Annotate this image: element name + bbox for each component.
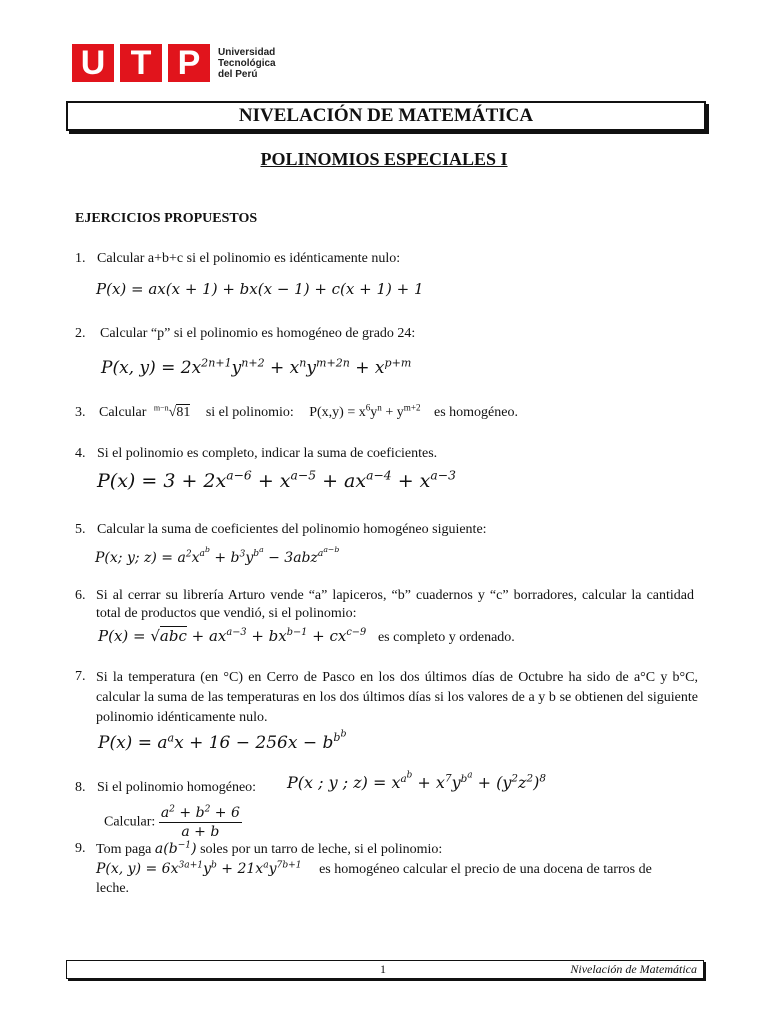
exercise-text: si el polinomio: (205, 405, 294, 420)
formula-7: $P(x) = a^ax + 16 - 256x - b^{b^b}$ (98, 728, 347, 753)
exercise-text: Calcular “p” si el polinomio es homogéneo de grado 24: (100, 326, 416, 341)
exercise-text: es homogéneo. (434, 405, 518, 420)
utp-logo (72, 44, 276, 82)
exercise-number: 3. (75, 405, 86, 420)
exercise-7-text: Si la temperatura (en °C) en Cerro de Pasco en los dos últimos días de Octubre ha sido de a°C y b°C, calcular la suma de las temperaturas en los dos últimos días si los valores de a y b se obtienen del siguiente polinomio idénticamente nulo. (96, 670, 698, 725)
exercise-6-number (75, 587, 86, 605)
section-title: EJERCICIOS PROPUESTOS (75, 211, 258, 226)
exercise-number: 2. (75, 326, 86, 341)
formula-5: P(x; y; $z) = a^2x^{a^b} + b^3y^{b^a} - 3abz^{a^{a-b}}$ (95, 545, 340, 566)
exercise-text: es homogéneo calcular el precio de una docena de tarros de (319, 862, 652, 877)
exercise-9-line-1: Tom paga $a(b^{-1})$ soles por un tarro de leche, si el polinomio: (96, 840, 443, 857)
exercise-5 (75, 521, 487, 539)
formula-8: P(x ; y ; $z) = x^{a^b} + x^7y^{b^a} + (y^2z^2)^8$ (287, 770, 546, 792)
logo-separator (162, 44, 168, 82)
exercise-number: 6. (75, 588, 86, 603)
logo-letter-p: P (177, 44, 201, 82)
page-footer (66, 960, 704, 979)
exercise-text: Calcular: (104, 814, 156, 830)
page-subtitle: POLINOMIOS ESPECIALES I (260, 149, 508, 169)
formula-9: P(x, $y) = 6x^{3a+1}y^b + 21x^ay^{7b+1}$ (96, 860, 302, 877)
exercise-3 (75, 404, 518, 422)
exercise-number: 8. (75, 780, 86, 795)
footer-title: Nivelación de Matemática (570, 962, 697, 976)
exercise-2 (75, 325, 415, 343)
logo-letter-u: U (80, 44, 106, 82)
formula-6: $P(x) = √abc + ax^{a-3} + bx^{b-1} + cx^{c-9}$ es completo y ordenado. (98, 627, 515, 645)
exercise-number: 4. (75, 446, 86, 461)
exercise-6-text: Si al cerrar su librería Arturo vende “a” lapiceros, “b” cuadernos y “c” borradores, calcular la cantidad total de productos que vendió, si el polinomio: (96, 588, 694, 621)
radical: $^{m-n}$√81 (153, 403, 191, 420)
exercise-4 (75, 445, 437, 463)
radicand: 81 (176, 405, 191, 420)
title-box (66, 101, 706, 131)
exercise-9-line-2 (96, 860, 698, 879)
exercise-text: Si el polinomio es completo, indicar la suma de coeficientes. (97, 446, 438, 461)
exercise-number: 1. (75, 251, 86, 266)
logo-line: del Perú (218, 68, 258, 80)
exercise-text: soles por un tarro de leche, si el polinomio: (200, 842, 443, 857)
exercise-number: 7. (75, 669, 86, 684)
logo-line: Tecnológica (218, 57, 276, 69)
exercise-text: Si el polinomio homogéneo: (97, 780, 257, 795)
exercise-text: Tom paga (96, 842, 152, 857)
exercise-9-number (75, 840, 86, 858)
formula-2: P(x, $y) = 2x^{2n+1}y^{n+2} + x^ny^{m+2n} + x^{p+m}$ (101, 356, 412, 378)
exercise-text: Calcular la suma de coeficientes del polinomio homogéneo siguiente: (97, 522, 487, 537)
exercise-text: es completo y ordenado. (377, 630, 515, 645)
page-title: NIVELACIÓN DE MATEMÁTICA (238, 105, 534, 126)
page-number: 1 (380, 962, 386, 976)
exercise-text: Calcular (99, 405, 147, 420)
exercise-text: Calcular a+b+c si el polinomio es idénticamente nulo: (97, 251, 401, 266)
logo-letter-t: T (130, 44, 152, 82)
formula-1: P(x) = ax(x + 1) + bx(x − 1) + c(x + 1) + 1 (96, 280, 424, 298)
exercise-8-calc (104, 804, 242, 841)
utp-logo-mark (72, 44, 210, 82)
exercise-1 (75, 250, 400, 268)
exercise-number: 9. (75, 841, 86, 856)
exercise-number: 5. (75, 522, 86, 537)
exercise-7-number (75, 668, 86, 686)
logo-line: Universidad (218, 46, 276, 58)
radical-index: m−n (153, 403, 169, 413)
exercise-9-line-3: leche. (96, 881, 130, 896)
logo-university-name (218, 47, 276, 80)
fraction: $\frac{a^2 + b^2 + 6}{a + b}$ (160, 804, 240, 840)
logo-separator (114, 44, 120, 82)
exercise-8 (75, 779, 256, 797)
formula-3: $P(x,y) = x^6y^n + y^{m+2}$ (309, 402, 421, 420)
formula-4: $P(x) = 3 + 2x^{a-6} + x^{a-5} + ax^{a-4} + x^{a-3}$ (97, 468, 456, 492)
